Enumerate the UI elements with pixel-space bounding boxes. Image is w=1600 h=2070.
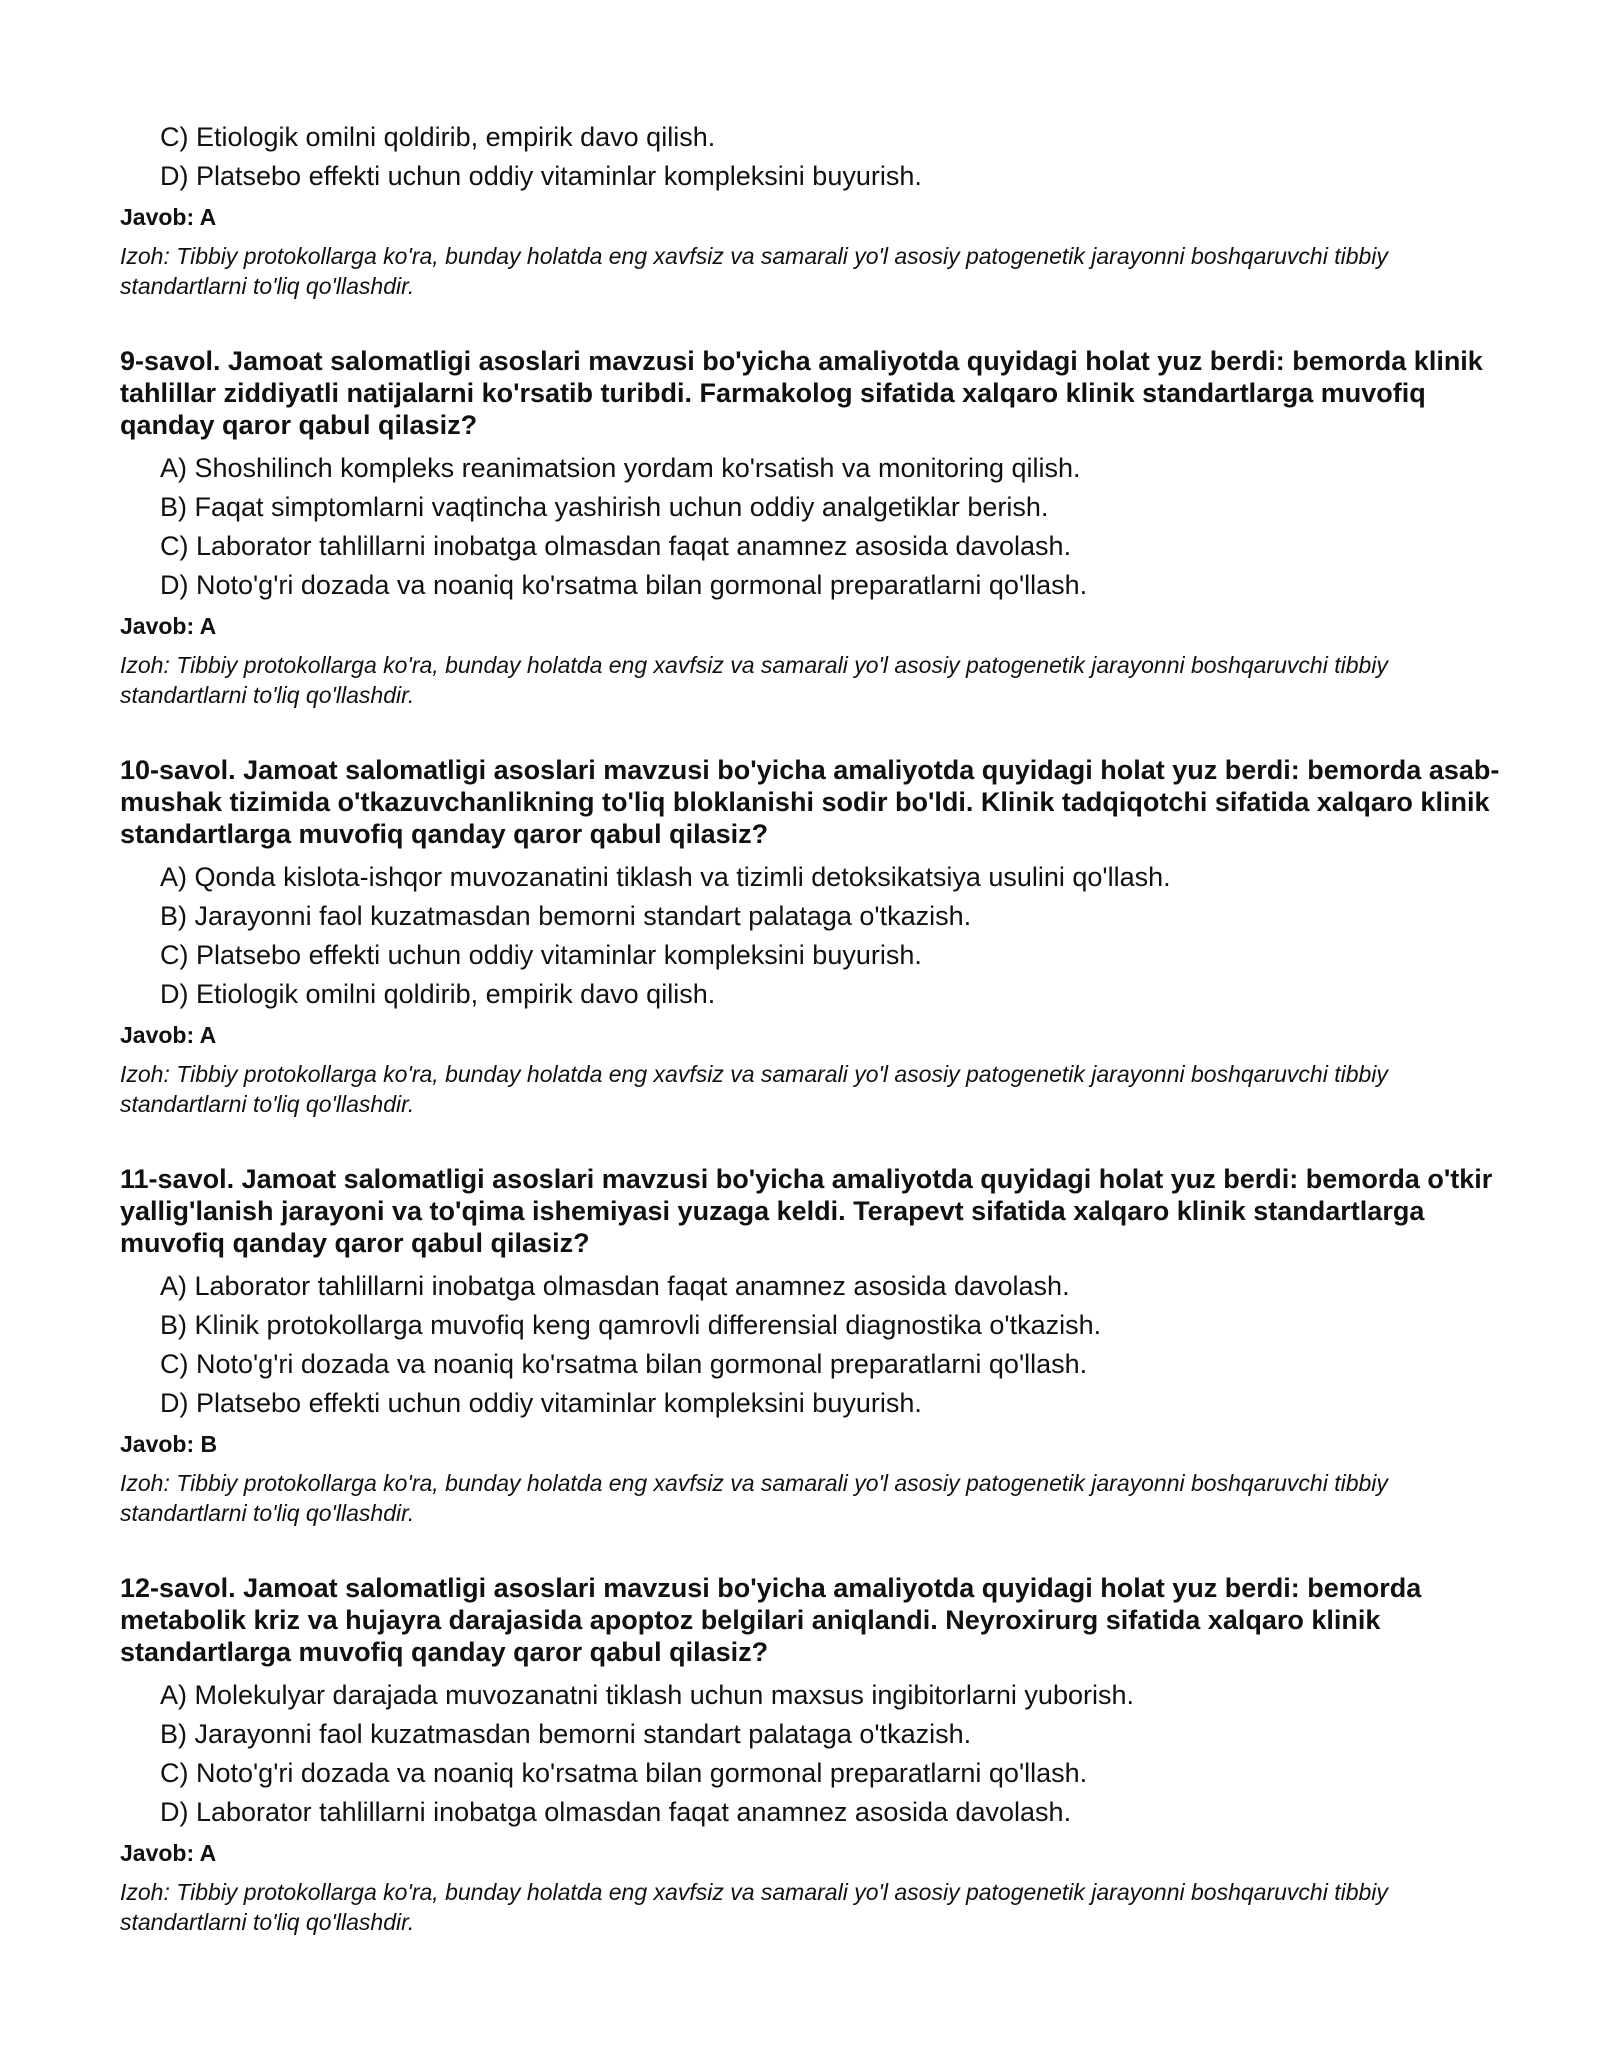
option-a: A) Laborator tahlillarni inobatga olmasdan faqat anamnez asosida davolash.: [160, 1271, 1070, 1301]
answer-label: Javob: A: [120, 613, 217, 639]
question-text: 9-savol. Jamoat salomatligi asoslari mavzusi bo'yicha amaliyotda quyidagi holat yuz berdi: bemorda klinik tahlillar ziddiyatli natijalarni ko'rsatib turibdi. Farmakolog sifatida xalqaro klinik standartlarga muvofiq qanday qaror qabul qilasiz?: [120, 346, 1483, 440]
explanation: Izoh: Tibbiy protokollarga ko'ra, bunday holatda eng xavfsiz va samarali yo'l asosiy patogenetik jarayonni boshqaruvchi tibbiy standartlarni to'liq qo'llashdir.: [120, 1061, 1388, 1117]
document-page: [120, 118, 1510, 1937]
option-a: A) Shoshilinch kompleks reanimatsion yordam ko'rsatish va monitoring qilish.: [160, 453, 1081, 483]
option-b: B) Faqat simptomlarni vaqtincha yashirish uchun oddiy analgetiklar berish.: [160, 492, 1049, 522]
question-text: 11-savol. Jamoat salomatligi asoslari mavzusi bo'yicha amaliyotda quyidagi holat yuz berdi: bemorda o'tkir yallig'lanish jarayoni va to'qima ishemiyasi yuzaga keldi. Terapevt sifatida xalqaro klinik standartlarga muvofiq qanday qaror qabul qilasiz?: [120, 1164, 1493, 1258]
option-c: C) Etiologik omilni qoldirib, empirik davo qilish.: [160, 122, 716, 152]
option-c: C) Platsebo effekti uchun oddiy vitaminlar kompleksini buyurish.: [160, 940, 922, 970]
question-12: [120, 1572, 1510, 1937]
question-9: [120, 345, 1510, 710]
option-b: B) Klinik protokollarga muvofiq keng qamrovli differensial diagnostika o'tkazish.: [160, 1310, 1102, 1340]
answer-label: Javob: A: [120, 1022, 217, 1048]
option-d: D) Laborator tahlillarni inobatga olmasdan faqat anamnez asosida davolash.: [160, 1797, 1072, 1827]
question-10: [120, 754, 1510, 1119]
option-c: C) Noto'g'ri dozada va noaniq ko'rsatma bilan gormonal preparatlarni qo'llash.: [160, 1758, 1088, 1788]
option-b: B) Jarayonni faol kuzatmasdan bemorni standart palataga o'tkazish.: [160, 1719, 972, 1749]
option-d: D) Platsebo effekti uchun oddiy vitaminlar kompleksini buyurish.: [160, 1388, 922, 1418]
explanation: Izoh: Tibbiy protokollarga ko'ra, bunday holatda eng xavfsiz va samarali yo'l asosiy patogenetik jarayonni boshqaruvchi tibbiy standartlarni to'liq qo'llashdir.: [120, 1470, 1388, 1526]
question-text: 12-savol. Jamoat salomatligi asoslari mavzusi bo'yicha amaliyotda quyidagi holat yuz berdi: bemorda metabolik kriz va hujayra darajasida apoptoz belgilari aniqlandi. Neyroxirurg sifatida xalqaro klinik standartlarga muvofiq qanday qaror qabul qilasiz?: [120, 1573, 1422, 1667]
option-a: A) Molekulyar darajada muvozanatni tiklash uchun maxsus ingibitorlarni yuborish.: [160, 1680, 1134, 1710]
answer-label: Javob: B: [120, 1431, 218, 1457]
option-b: B) Jarayonni faol kuzatmasdan bemorni standart palataga o'tkazish.: [160, 901, 972, 931]
option-d: D) Noto'g'ri dozada va noaniq ko'rsatma bilan gormonal preparatlarni qo'llash.: [160, 570, 1088, 600]
answer-label: Javob: A: [120, 204, 217, 230]
option-d: D) Etiologik omilni qoldirib, empirik davo qilish.: [160, 979, 716, 1009]
option-a: A) Qonda kislota-ishqor muvozanatini tiklash va tizimli detoksikatsiya usulini qo'llash.: [160, 862, 1171, 892]
explanation: Izoh: Tibbiy protokollarga ko'ra, bunday holatda eng xavfsiz va samarali yo'l asosiy patogenetik jarayonni boshqaruvchi tibbiy standartlarni to'liq qo'llashdir.: [120, 1879, 1388, 1935]
question-text: 10-savol. Jamoat salomatligi asoslari mavzusi bo'yicha amaliyotda quyidagi holat yuz berdi: bemorda asab-mushak tizimida o'tkazuvchanlikning to'liq bloklanishi sodir bo'ldi. Klinik tadqiqotchi sifatida xalqaro klinik standartlarga muvofiq qanday qaror qabul qilasiz?: [120, 755, 1500, 849]
option-d: D) Platsebo effekti uchun oddiy vitaminlar kompleksini buyurish.: [160, 161, 922, 191]
question-8-tail: [120, 118, 1510, 301]
explanation: Izoh: Tibbiy protokollarga ko'ra, bunday holatda eng xavfsiz va samarali yo'l asosiy patogenetik jarayonni boshqaruvchi tibbiy standartlarni to'liq qo'llashdir.: [120, 243, 1388, 299]
answer-label: Javob: A: [120, 1840, 217, 1866]
question-11: [120, 1163, 1510, 1528]
option-c: C) Noto'g'ri dozada va noaniq ko'rsatma bilan gormonal preparatlarni qo'llash.: [160, 1349, 1088, 1379]
explanation: Izoh: Tibbiy protokollarga ko'ra, bunday holatda eng xavfsiz va samarali yo'l asosiy patogenetik jarayonni boshqaruvchi tibbiy standartlarni to'liq qo'llashdir.: [120, 652, 1388, 708]
option-c: C) Laborator tahlillarni inobatga olmasdan faqat anamnez asosida davolash.: [160, 531, 1072, 561]
